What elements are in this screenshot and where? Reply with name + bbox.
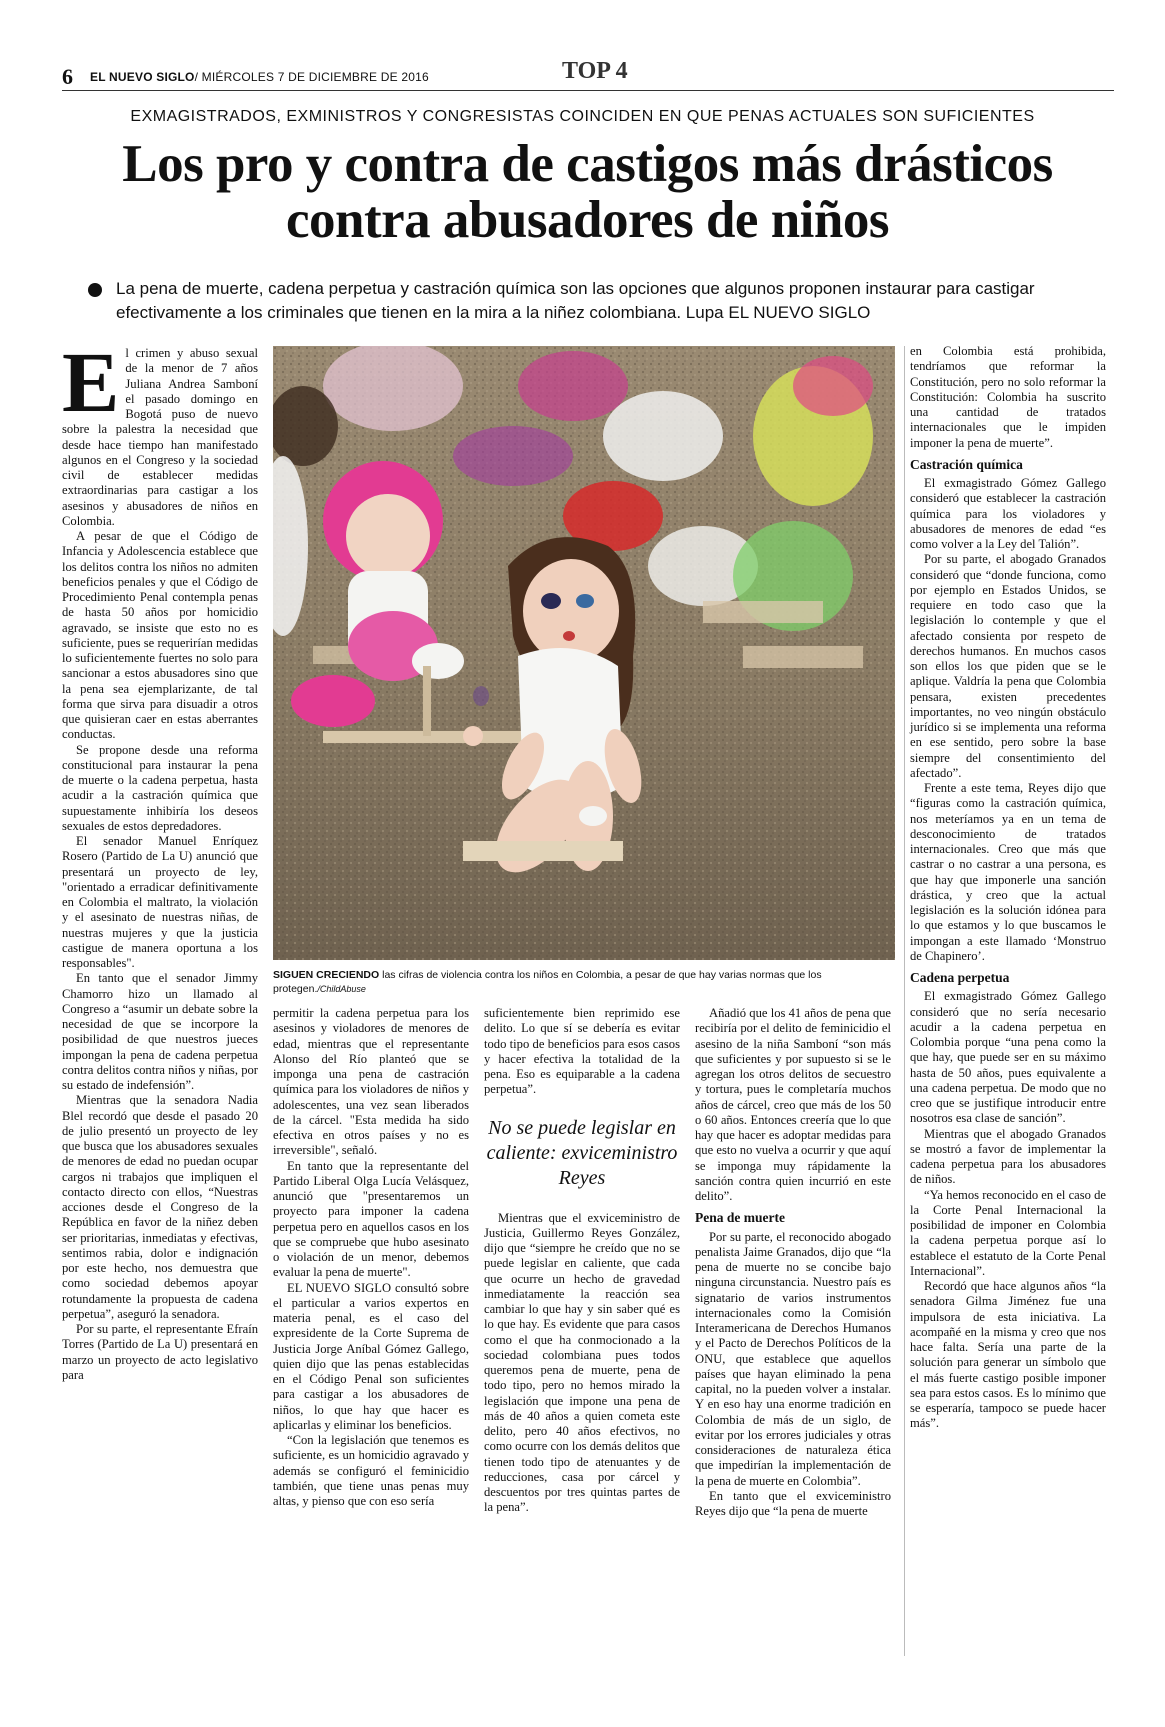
paragraph: Por su parte, el reconocido abogado penalista Jaime Granados, dijo que “la pena de muerte no se concibe bajo ninguna circunstancia. Nuestro país es signatario de varios instrumentos internacionales como la Comisión Interamericana de Derechos Humanos y el Pacto de Derechos Políticos de la ONU, que establece que aquellos países que hayan eliminado la pena capital, no la pueden volver a instalar. Y en eso hay una enorme tradición en Colombia de más de un siglo, de evitar por los errores judiciales y otras consideraciones de naturaleza ética que impedirían la implementación de la pena de muerte en Colombia”. (695, 1229, 891, 1488)
paragraph: Añadió que los 41 años de pena que recibiría por el delito de feminicidio el asesino de la niña Samboní “son más que suficientes y por supuesto si se le agregan los otros delitos de secuestro y tortura, pues le completaría muchos años de cárcel, creo que más de los 50 o 60 años. Entonces creería que lo que hay que hacer es adoptar medidas para que esto no vuelva a ocurrir y que aquí se imponga muy rápidamente la sanción contra quien incurrió en este delito”. (695, 1006, 891, 1203)
paragraph (62, 334, 258, 529)
article-headline: Los pro y contra de castigos más drásticos contra abusadores de niños (122, 135, 1053, 249)
paragraph: Por su parte, el representante Efraín Torres (Partido de La U) presentará en marzo un proyecto de acto legislativo para (62, 1322, 258, 1382)
article-kicker: EXMAGISTRADOS, EXMINISTROS Y CONGRESISTAS COINCIDEN EN QUE PENAS ACTUALES SON SUFICIENTES (130, 108, 1035, 125)
paragraph: En tanto que el senador Jimmy Chamorro hizo un llamado al Congreso a “asumir un debate sobre la necesidad de que se incorpore la posibilidad de que nuestros jueces impongan la pena de cadena perpetua contra delitos contra niños y niñas, por su estado de indefensión”. (62, 971, 258, 1092)
paragraph: Mientras que el exviceministro de Justicia, Guillermo Reyes González, dijo que “siempre he creído que no se puede legislar en caliente, que cada que ocurre un hecho de gravedad inmediatamente la reacción sea cambiar lo que hay y sin saber qué es lo que hay. Es evidente que para casos como el que ha conmocionado a la sociedad colombiana pues todos queremos pena de muerte, pena de todo tipo, pero no hemos mirado la legislación que impone una pena de más de 40 años a quien cometa este delito, pero 40 años efectivos, no como ocurre con los demás delitos que tienen todo tipo de atenuantes y de reducciones, casa por cárcel y descuentos por tres quintas partes de la pena”. (484, 1210, 680, 1515)
paragraph: “Ya hemos reconocido en el caso de la Corte Penal Internacional la posibilidad de imponer en Colombia la cadena perpetua porque así lo establece el estatuto de la Corte Penal Internacional”. (910, 1187, 1106, 1278)
lead-text: La pena de muerte, cadena perpetua y castración química son las opciones que algunos proponen instaurar para castigar efectivamente a los criminales que tienen en la mira a la niñez colombiana. Lupa EL NUEVO SIGLO (116, 279, 1035, 322)
pull-quote: No se puede legislar en caliente: exviceministro Reyes (486, 1116, 678, 1189)
paragraph: Mientras que la senadora Nadia Blel recordó que desde el pasado 20 de julio presentó un proyecto de ley que busca que los abusadores sexuales de menores de edad no puedan ocupar cargos ni trabajos que impliquen el contacto directo con ellos, “Nuestras acciones desde el Congreso de la República en favor de la niñez deben ser prioritarias, inmediatas y efectivas, sentimos rabia, dolor e indignación por este hecho, nos demuestra que como sociedad debemos apoyar rotundamente la propuesta de cadena perpetua”, aseguró la senadora. (62, 1093, 258, 1321)
article-column-5 (910, 344, 1106, 1432)
caption-title: SIGUEN CRECIENDO (273, 969, 380, 981)
photo-caption (273, 968, 895, 996)
paragraph: En tanto que la representante del Partido Liberal Olga Lucía Velásquez, anunció que "presentaremos un proyecto para imponer la cadena perpetua pero en aquellos casos en los que se compruebe que hubo asesinato o violación de un menor, debemos evaluar la pena de muerte". (273, 1158, 469, 1280)
masthead (90, 70, 429, 84)
masthead-name: EL NUEVO SIGLO (90, 70, 195, 84)
paragraph: Mientras que el abogado Granados se mostró a favor de implementar la cadena perpetua para los abusadores de niños. (910, 1126, 1106, 1187)
page-header (62, 58, 1114, 91)
doll-photo-illustration (273, 346, 895, 960)
page-number: 6 (62, 64, 73, 89)
subheading: Pena de muerte (695, 1210, 785, 1226)
paragraph: Frente a este tema, Reyes dijo que “figuras como la castración química, nos meteríamos ya en un tema de desconocimiento de tratados internacionales. Creo que más que castrar o no castrar a una persona, es que hay que imponerle una sanción drástica, y creo que la actual legislación es la solución idónea para lo que estamos y lo que buscamos le impongan a este llamado ‘Monstruo de Chapinero’. (910, 781, 1106, 963)
drop-cap: E (62, 334, 120, 430)
paragraph: A pesar de que el Código de Infancia y Adolescencia establece que los delitos contra los niños no admiten beneficios penales y que el Código de Procedimiento Penal contempla penas de hasta 50 años por homicidio agravado, se insiste que esto no es suficiente, pues se requerirían medidas lo suficientemente fuertes no solo para sancionar a estos abusadores sino que la pena sea ejemplarizante, de tal forma que sirva para disuadir a otros que quisieran caer en estas aberrantes conductas. (62, 529, 258, 742)
article-column-1 (62, 334, 258, 1383)
paragraph: “Con la legislación que tenemos es suficiente, es un homicidio agravado y además se configuró el feminicidio también, que tiene unas penas muy altas, y pienso que con eso sería (273, 1433, 469, 1508)
paragraph: suficientemente bien reprimido ese delito. Lo que sí se debería es evitar todo tipo de beneficios para esos casos y hacer efectiva la totalidad de la pena. Eso es equiparable a la cadena perpetua”. (484, 1006, 680, 1097)
paragraph: Se propone desde una reforma constitucional para instaurar la pena de muerte o la cadena perpetua, hasta acudir a la castración química que supuestamente inhibiría los deseos sexuales de estos depredadores. (62, 742, 258, 833)
article-photo (273, 346, 895, 960)
paragraph: El exmagistrado Gómez Gallego consideró que no sería necesario acudir a la cadena perpetua en Colombia porque “una pena como la que hay, que puede ser en su máximo hasta de 50 años, pues equivalente a una cadena perpetua. De modo que no creo que se justifique introducir entre nosotros esa clase de sanción”. (910, 989, 1106, 1126)
subheading: Cadena perpetua (910, 970, 1010, 985)
column-divider (904, 346, 905, 1656)
caption-text: las cifras de violencia contra los niños en Colombia, a pesar de que hay varias normas que los protegen. (273, 969, 822, 995)
photo-credit: /ChildAbuse (317, 984, 366, 994)
paragraph: en Colombia está prohibida, tendríamos que reformar la Constitución, pero no solo reformar la Constitución: Colombia ha suscrito una cantidad de tratados internacionales que le impiden imponer la pena de muerte”. (910, 344, 1106, 450)
paragraph: Recordó que hace algunos años “la senadora Gilma Jiménez fue una impulsora de esta iniciativa. La acompañé en la misma y creo que nos hace falta. Sería una parte de la solución para generar un símbolo que el más fuerte castigo posible imponer sea para estos casos. Es lo mínimo que se esperaría, tampoco se puede hacer más”. (910, 1279, 1106, 1431)
article-column-2 (273, 1006, 469, 1509)
paragraph: permitir la cadena perpetua para los asesinos y violadores de menores de edad, mientras que el representante Alonso del Río planteó que se imponga una pena de castración química para los violadores de niños y adolescentes, una vez sean liberados de la cárcel. "Esta medida ha sido efectiva en otros países y no es irreversible", señaló. (273, 1006, 469, 1158)
article-column-4 (695, 1006, 891, 1519)
subheading: Castración química (910, 456, 1023, 472)
paragraph: Por su parte, el abogado Granados consideró que “donde funciona, como por ejemplo en Estados Unidos, se requiere en todo caso que la legislación lo contemple y que el afectado consienta por respeto de derechos humanos. En muchos casos son ellos los que piden que se le aplique. Valdría la pena que Colombia pensara, existen precedentes importantes, no veo ningún obstáculo jurídico si se implementa una reforma en ese sentido, pero sobre la base siempre del consentimiento del afectado”. (910, 552, 1106, 780)
paragraph-text: l crimen y abuso sexual de la menor de 7 años Juliana Andrea Samboní el pasado domingo en Bogotá puso de nuevo sobre la palestra la necesidad que desde hace tiempo han manifestado algunos en el Congreso y la sociedad civil de establecer medidas extraordinarias para castigar a los asesinos y abusadores de niños en Colombia. (62, 346, 258, 528)
bullet-icon (88, 283, 102, 297)
section-title: TOP 4 (562, 58, 628, 84)
paragraph: El senador Manuel Enríquez Rosero (Partido de La U) anunció que presentará un proyecto de ley, "orientado a erradicar definitivamente en Colombia el maltrato, la violación y el asesinato de nuestras niñas, de nuestras mujeres y que la justicia castigue de manera oportuna a los responsables". (62, 834, 258, 970)
article-lead (88, 277, 1136, 325)
paragraph: El exmagistrado Gómez Gallego consideró que establecer la castración química para los violadores y abusadores de menores de edad “es como volver a la Ley del Talión”. (910, 476, 1106, 551)
paragraph: EL NUEVO SIGLO consultó sobre el particular a varios expertos en materia penal, es el caso del expresidente de la Corte Suprema de Justicia Jorge Aníbal Gómez Gallego, quien dijo que las penas establecidas en el Código Penal son suficientes para castigar a los abusadores de niños, lo que hay que hacer es aplicarlas y eliminar los beneficios. (273, 1280, 469, 1432)
article-column-3 (484, 1006, 680, 1516)
paragraph: En tanto que el exviceministro Reyes dijo que “la pena de muerte (695, 1488, 891, 1518)
masthead-date: / MIÉRCOLES 7 DE DICIEMBRE DE 2016 (194, 70, 429, 84)
